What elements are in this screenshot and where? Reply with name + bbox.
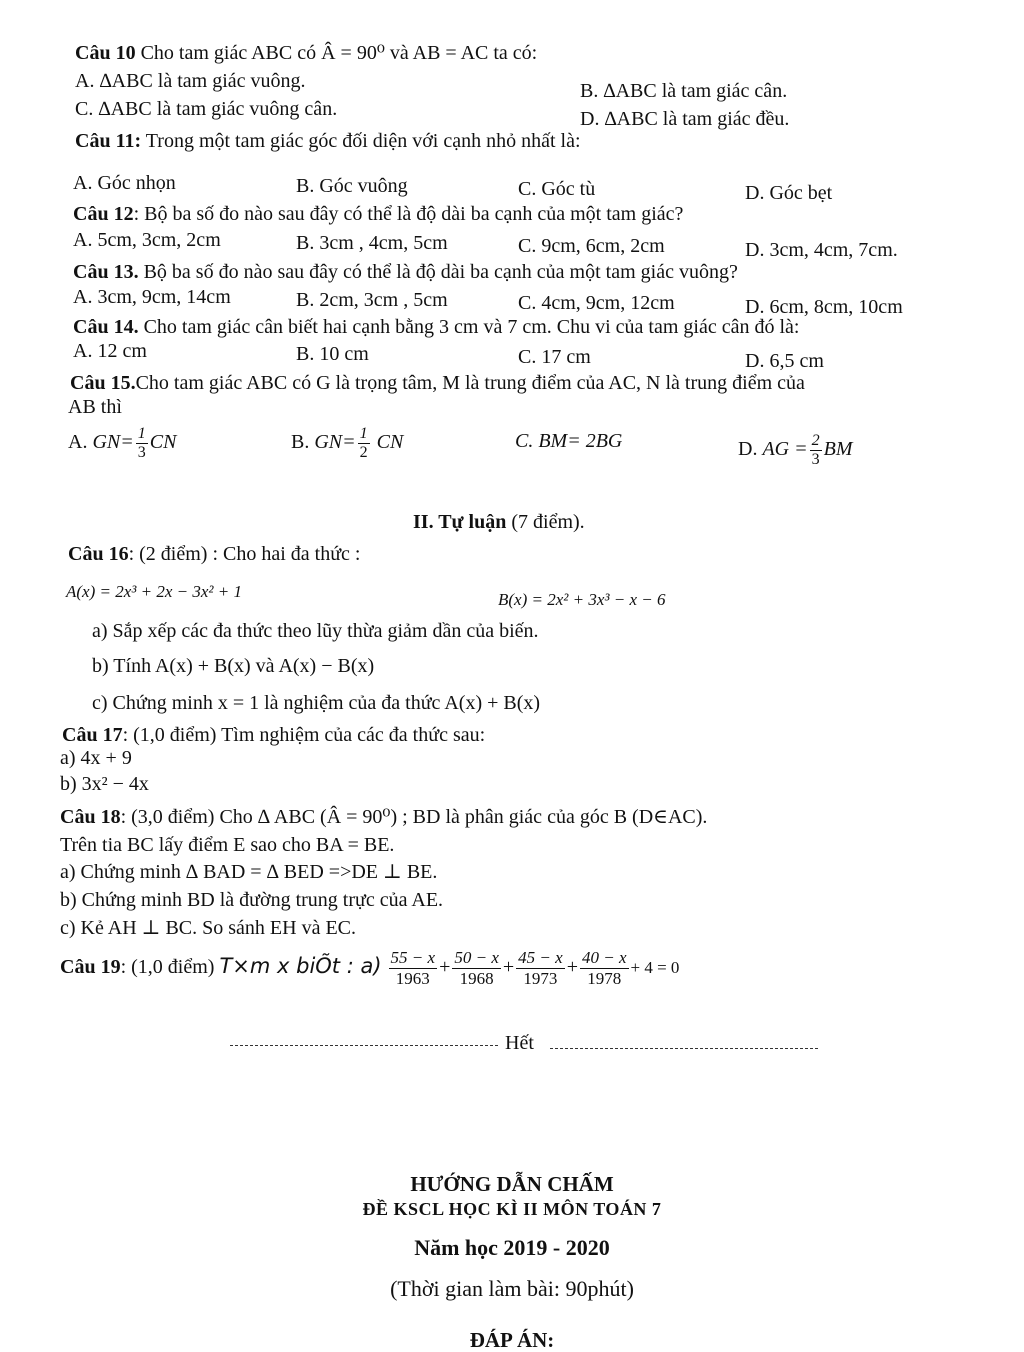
q18-part-a: a) Chứng minh ∆ BAD = ∆ BED =>DE ⊥ BE. [60, 861, 438, 883]
q15-a-lhs: GN= [92, 431, 134, 454]
q17-stem-text: : (1,0 điểm) Tìm nghiệm của các đa thức sau: [122, 724, 486, 746]
q15-a-rhs: CN [149, 431, 177, 454]
q15-b-prefix: B. [291, 431, 310, 454]
q17-stem [62, 724, 485, 747]
q11-label: Câu 11: [75, 130, 142, 152]
q12-label: Câu 12 [73, 203, 134, 225]
q11-option-b: B. Góc vuông [296, 175, 408, 197]
q11-option-a: A. Góc nhọn [73, 172, 176, 194]
q11-stem [75, 130, 581, 153]
q15-stem-text: Cho tam giác ABC có G là trọng tâm, M là trung điểm của AC, N là trung điểm của [135, 372, 805, 394]
q10-stem [75, 42, 537, 65]
q19-fraction-3 [516, 948, 565, 989]
q19-f2-den: 1968 [459, 969, 494, 988]
q13-stem-text: Bộ ba số đo nào sau đây có thể là độ dài ba cạnh của một tam giác vuông? [143, 261, 738, 283]
q10-option-c: C. ∆ABC là tam giác vuông cân. [75, 98, 338, 120]
q19-stem-text: : (1,0 điểm) [120, 956, 215, 979]
end-marker: Hết [505, 1032, 534, 1054]
q13-label: Câu 13. [73, 261, 139, 283]
q19-plus-3: + [566, 956, 578, 979]
q14-label: Câu 14. [73, 316, 139, 338]
q16-poly-a: A(x) = 2x³ + 2x − 3x² + 1 [66, 582, 242, 601]
q19-plus-2: + [502, 956, 515, 979]
part2-points: (7 điểm). [511, 511, 585, 533]
q16-part-c: c) Chứng minh x = 1 là nghiệm của đa thức A(x) + B(x) [92, 692, 541, 714]
q14-option-a: A. 12 cm [73, 340, 147, 362]
footer-title: HƯỚNG DẪN CHẤM [410, 1172, 614, 1196]
q15-option-c: C. BM= 2BG [515, 430, 623, 452]
q15-d-lhs: AG = [762, 438, 808, 461]
q14-stem-text: Cho tam giác cân biết hai cạnh bằng 3 cm và 7 cm. Chu vi của tam giác cân đó là: [143, 316, 800, 338]
q19-garbled-text: T×m x biÕt : a) [219, 954, 382, 979]
q17-label: Câu 17 [62, 724, 123, 746]
q18-label: Câu 18 [60, 806, 121, 828]
q15-a-den: 3 [137, 444, 146, 461]
q15-d-rhs: BM [823, 438, 853, 461]
q15-b-lhs: GN= [314, 431, 356, 454]
footer-answers-heading: ĐÁP ÁN: [469, 1328, 555, 1352]
q15-option-d [738, 432, 853, 469]
q14-option-d: D. 6,5 cm [745, 350, 824, 372]
q17-part-b: b) 3x² − 4x [60, 773, 149, 795]
q12-option-d: D. 3cm, 4cm, 7cm. [745, 239, 898, 261]
q13-option-d: D. 6cm, 8cm, 10cm [745, 296, 903, 318]
q15-b-den: 2 [359, 444, 368, 461]
q19-tail: + 4 = 0 [630, 958, 680, 978]
q11-stem-text: Trong một tam giác góc đối diện với cạnh nhỏ nhất là: [145, 130, 581, 152]
footer-subtitle: ĐỀ KSCL HỌC KÌ II MÔN TOÁN 7 [362, 1199, 662, 1219]
q10-label: Câu 10 [75, 42, 136, 64]
q18-stem-text: : (3,0 điểm) Cho ∆ ABC (Â = 90⁰) ; BD là phân giác của góc B (D∈AC). [120, 806, 708, 828]
q16-part-a: a) Sắp xếp các đa thức theo lũy thừa giảm dần của biến. [92, 620, 539, 642]
q19-f4-num: 40 − x [581, 948, 627, 967]
q19-line [60, 948, 679, 989]
q13-option-a: A. 3cm, 9cm, 14cm [73, 286, 231, 308]
q14-stem [73, 316, 799, 339]
q19-f1-num: 55 − x [390, 948, 436, 967]
q15-a-prefix: A. [68, 431, 88, 454]
q16-stem [68, 543, 360, 566]
q19-f2-num: 50 − x [454, 948, 499, 967]
q15-b-fraction [358, 425, 370, 462]
q15-d-den: 3 [811, 451, 820, 468]
q15-option-a [68, 425, 176, 462]
q13-stem [73, 261, 738, 284]
q14-option-b: B. 10 cm [296, 343, 369, 365]
q10-option-a: A. ∆ABC là tam giác vuông. [75, 70, 306, 92]
q15-a-fraction [136, 425, 148, 462]
footer-duration: (Thời gian làm bài: 90phút) [390, 1276, 634, 1301]
q15-d-fraction [810, 432, 822, 469]
q13-option-b: B. 2cm, 3cm , 5cm [296, 289, 448, 311]
q19-f3-num: 45 − x [518, 948, 563, 967]
q19-plus-1: + [439, 956, 451, 979]
q15-stem [70, 372, 805, 395]
q19-fraction-2 [452, 948, 501, 989]
q11-option-c: C. Góc tù [518, 178, 596, 200]
q18-line2: Trên tia BC lấy điểm E sao cho BA = BE. [60, 834, 395, 856]
q10-stem-text: Cho tam giác ABC có Â = 90⁰ và AB = AC ta có: [140, 42, 538, 64]
q15-b-rhs: CN [376, 431, 404, 454]
q16-label: Câu 16 [68, 543, 129, 565]
q19-f1-den: 1963 [395, 969, 430, 988]
q12-option-a: A. 5cm, 3cm, 2cm [73, 229, 221, 251]
q15-d-num: 2 [811, 432, 820, 449]
q15-b-num: 1 [359, 425, 368, 442]
end-divider-left [230, 1045, 498, 1046]
q19-fraction-4 [580, 948, 629, 989]
q19-fraction-1 [389, 948, 438, 989]
q12-stem [73, 203, 683, 226]
q11-option-d: D. Góc bẹt [745, 182, 833, 204]
q18-stem [60, 806, 707, 829]
q15-d-prefix: D. [738, 438, 758, 461]
part2-heading [413, 511, 585, 534]
footer-school-year: Năm học 2019 - 2020 [414, 1235, 610, 1260]
q16-part-b: b) Tính A(x) + B(x) và A(x) − B(x) [92, 655, 375, 677]
q10-option-d: D. ∆ABC là tam giác đều. [580, 108, 790, 130]
q18-part-b: b) Chứng minh BD là đường trung trực của AE. [60, 889, 444, 911]
q15-label: Câu 15. [70, 372, 136, 394]
q19-f4-den: 1978 [587, 969, 622, 988]
q12-option-c: C. 9cm, 6cm, 2cm [518, 235, 665, 257]
q10-option-b: B. ∆ABC là tam giác cân. [580, 80, 788, 102]
q19-label: Câu 19 [60, 956, 121, 979]
q18-part-c: c) Kẻ AH ⊥ BC. So sánh EH và EC. [60, 917, 357, 939]
q16-poly-b: B(x) = 2x² + 3x³ − x − 6 [498, 590, 666, 609]
q15-option-b [291, 425, 403, 462]
q16-stem-text: : (2 điểm) : Cho hai đa thức : [128, 543, 361, 565]
q15-stem-line2: AB thì [68, 396, 122, 418]
q14-option-c: C. 17 cm [518, 346, 591, 368]
q13-option-c: C. 4cm, 9cm, 12cm [518, 292, 675, 314]
part2-title: II. Tự luận [413, 511, 507, 533]
q12-stem-text: : Bộ ba số đo nào sau đây có thể là độ dài ba cạnh của một tam giác? [133, 203, 684, 225]
q17-part-a: a) 4x + 9 [60, 747, 132, 769]
end-divider-right [550, 1048, 818, 1049]
q19-f3-den: 1973 [523, 969, 558, 988]
q15-a-num: 1 [137, 425, 146, 442]
q12-option-b: B. 3cm , 4cm, 5cm [296, 232, 448, 254]
